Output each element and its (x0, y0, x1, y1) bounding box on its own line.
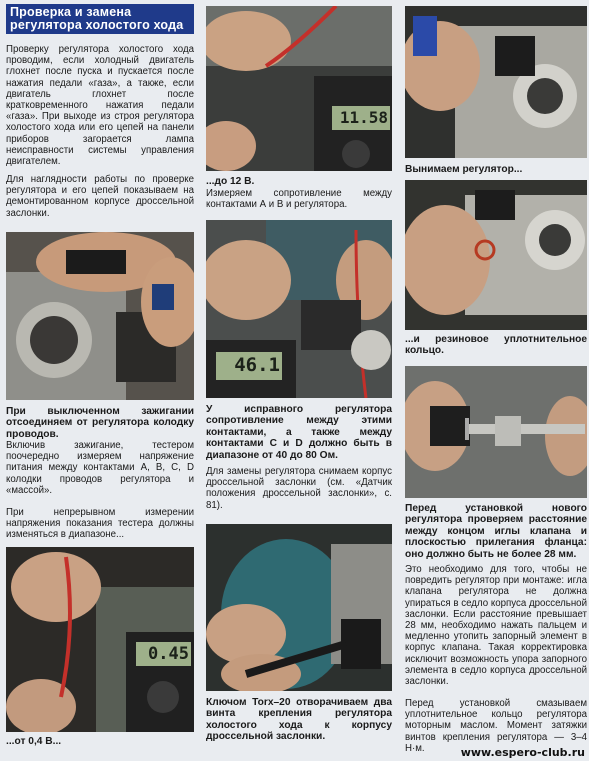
photo-remove-regulator (405, 6, 587, 158)
article-title: Проверка и замена регулятора холостого хода (6, 4, 194, 34)
caption-resistance-range: У исправного регулятора сопротивление между этими контактами, а также между контактами С и D должно быть в диапазоне от 40 до 80 Ом. (206, 404, 392, 461)
caption-disconnect: При выключенном зажигании отсоединяем от регулятора колодку проводов. (6, 406, 194, 440)
caption-explanation: Это необходимо для того, чтобы не повредить регулятор при монтаже: игла клапана регулятора не должна упираться в седло корпуса дроссельной заслонки. Если расстояние превышает 28 мм, необходимо нажать пальцем и медленно утопить запорный элемент в корпус клапана. Такая корректировка исключит возможность упора запорного элемента в седло корпуса дроссельной заслонки. (405, 564, 587, 688)
intro-paragraph: Проверку регулятора холостого хода проводим, если холодный двигатель глохнет после пуска и пускается после нажатия педали «газа», а также, если двигатель глохнет после кратковременного нажатия педали «газа». При выходе из строя регулятора холостого хода или его цепей на панели приборов загорается лампа неисправности системы управления двигателем. (6, 44, 194, 168)
photo-multimeter-low (6, 547, 194, 732)
intro-paragraph-2: Для наглядности работы по проверке регулятора и его цепей показываем на демонтированном корпусе дроссельной заслонки. (6, 174, 194, 219)
photo-caliper (405, 366, 587, 498)
caption-continuous: При непрерывном измерении напряжения показания тестера должны изменяться в диапазоне... (6, 507, 194, 541)
photo-multimeter-resistance (206, 220, 392, 398)
photo-o-ring (405, 180, 587, 330)
photo-multimeter-12v (206, 6, 392, 171)
caption-from-04v: ...от 0,4 В... (6, 736, 62, 747)
caption-check-distance: Перед установкой нового регулятора проверяем расстояние между концом иглы клапана и плоскостью прилегания фланца: оно должно быть не более 28 мм. (405, 503, 587, 560)
photo-torx-wrench (206, 524, 392, 691)
photo-connector (6, 232, 194, 400)
site-watermark: www.espero-club.ru (460, 746, 585, 759)
caption-measure-resistance: Измеряем сопротивление между контактами А и В и регулятора. (206, 188, 392, 211)
meter-display: 0.45 (148, 644, 189, 664)
caption-lubricate: Перед установкой смазываем уплотнительное кольцо регулятора моторным маслом. Момент затяжки винтов крепления регулятора — 3–4 Н·м. (405, 698, 587, 754)
meter-display-resistance: 46.1 (234, 354, 280, 376)
caption-torx: Ключом Torx–20 отворачиваем два винта крепления регулятора холостого хода к корпусу дроссельной заслонки. (206, 697, 392, 743)
caption-remove-regulator: Вынимаем регулятор... (405, 164, 523, 175)
caption-measure-voltage: Включив зажигание, тестером поочередно измеряем напряжение питания между контактами А, В, С, D колодки проводов регулятора и «массой». (6, 440, 194, 496)
caption-to-12v: ...до 12 В. (206, 176, 255, 187)
meter-display-12v: 11.58 (339, 108, 388, 127)
caption-remove-throttle: Для замены регулятора снимаем корпус дроссельной заслонки (см. «Датчик положения дроссельной заслонки», с. 81). (206, 466, 392, 511)
caption-o-ring: ...и резиновое уплотнительное кольцо. (405, 334, 587, 357)
